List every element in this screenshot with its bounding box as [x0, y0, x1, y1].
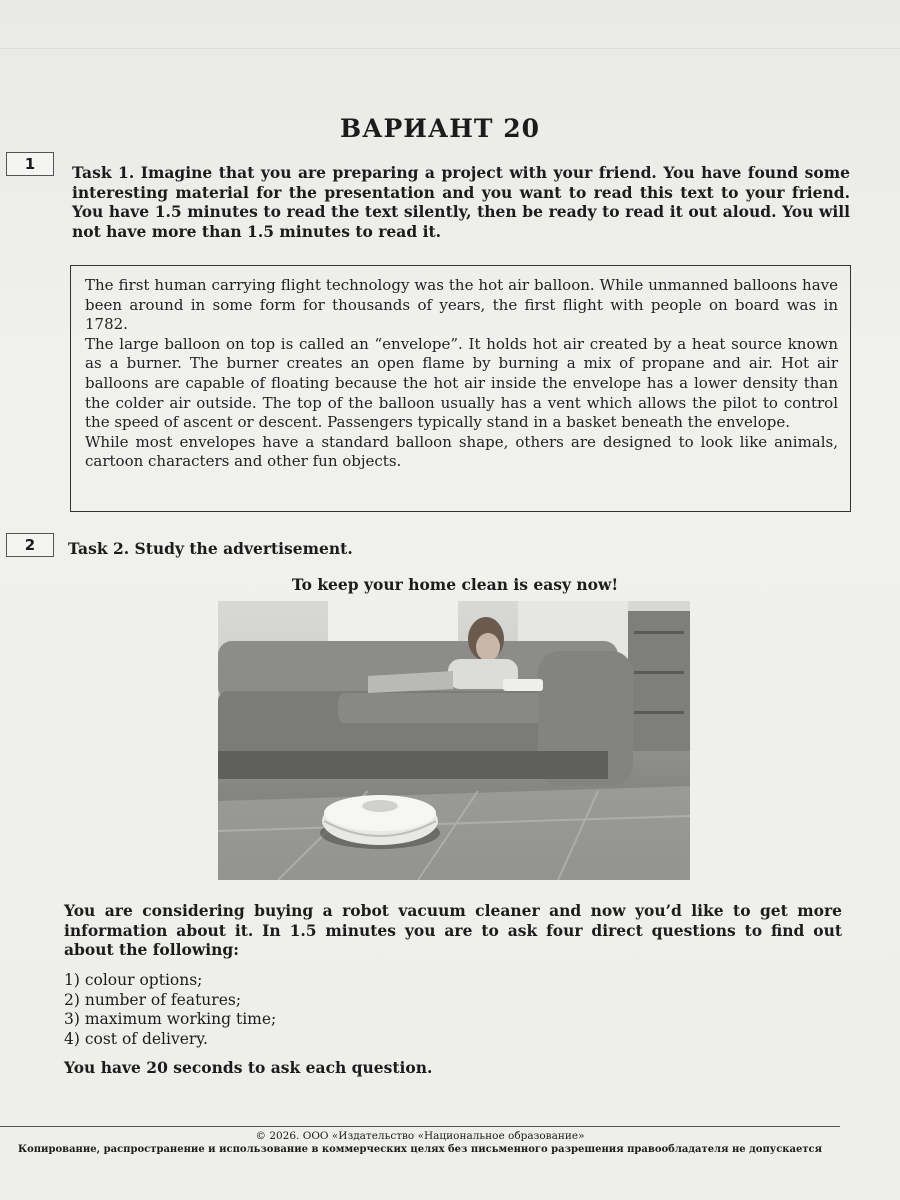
question-topics-list: [64, 971, 276, 1049]
living-room-illustration: [218, 601, 690, 880]
task1-instruction: Task 1. Imagine that you are preparing a project with your friend. You have found some interesting material for the presentation and you want to read this text to your friend. You have 1.5 minutes to read the text silently, then be ready to read it out aloud. You will not have more than 1.5 minutes to read it.: [72, 163, 850, 241]
footer-notice: Копирование, распространение и использование в коммерческих целях без письменного разрешения правообладателя не допускается: [17, 1144, 823, 1155]
footer-divider: [0, 1126, 840, 1127]
variant-title: ВАРИАНТ 20: [340, 114, 540, 143]
topic-item-3: 3) maximum working time;: [64, 1010, 277, 1028]
task2-prompt: You are considering buying a robot vacuum cleaner and now you’d like to get more information about it. In 1.5 minutes you are to ask four direct questions to find out about the following:: [64, 901, 842, 959]
reading-paragraph-2: The large balloon on top is called an “envelope”. It holds hot air created by a heat source known as a burner. The burner creates an open flame by burning a mix of propane and air. Hot air balloons are capable of floating because the hot air inside the envelope has a lower density than the colder air outside. The top of the balloon usually has a vent which allows the pilot to control the speed of ascent or descent. Passengers typically stand in a basket beneath the envelope.: [85, 334, 838, 432]
footer-copyright: © 2026. ООО «Издательство «Национальное образование»: [255, 1130, 585, 1142]
topic-item-1: 1) colour options;: [64, 971, 203, 989]
reading-text-box: [70, 265, 851, 512]
show-through-header: [0, 48, 900, 79]
reading-paragraph-3: While most envelopes have a standard balloon shape, others are designed to look like animals, cartoon characters and other fun objects.: [85, 432, 838, 471]
task1-number-box: 1: [6, 152, 54, 176]
topic-item-2: 2) number of features;: [64, 990, 242, 1009]
task2-number-box: 2: [6, 533, 54, 557]
reading-paragraph-1: The first human carrying flight technology was the hot air balloon. While unmanned balloons have been around in some form for thousands of years, the first flight with people on board was in 1782.: [85, 276, 838, 334]
advertisement-title: To keep your home clean is easy now!: [291, 575, 619, 594]
task2-instruction: Task 2. Study the advertisement.: [68, 539, 353, 558]
robot-vacuum-photo: [218, 601, 690, 880]
topic-item-4: 4) cost of delivery.: [64, 1029, 208, 1048]
task2-closing: You have 20 seconds to ask each question.: [64, 1058, 433, 1077]
